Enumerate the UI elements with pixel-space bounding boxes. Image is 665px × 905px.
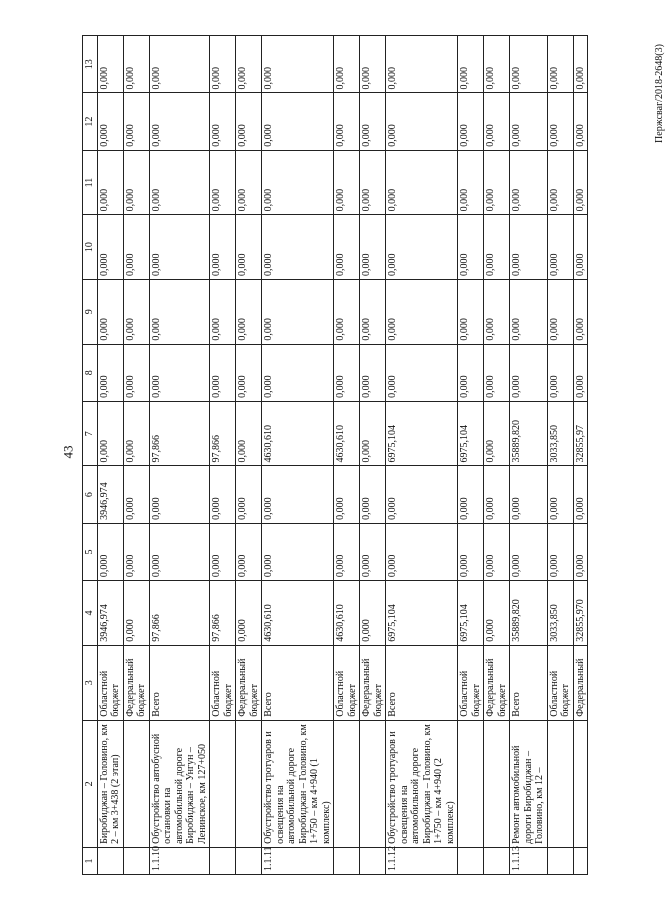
amount-cell: 0,000	[123, 93, 149, 150]
amount-cell: 0,000	[360, 466, 386, 523]
object-name-cell	[360, 720, 386, 847]
amount-cell: 0,000	[123, 466, 149, 523]
amount-cell: 0,000	[262, 36, 334, 93]
amount-cell: 0,000	[210, 344, 236, 401]
amount-cell: 0,000	[236, 215, 262, 280]
amount-cell: 0,000	[236, 279, 262, 344]
amount-cell: 0,000	[458, 36, 484, 93]
amount-cell: 0,000	[573, 150, 588, 215]
amount-cell: 0,000	[123, 401, 149, 466]
amount-cell: 0,000	[484, 523, 510, 580]
row-number-cell	[334, 847, 360, 874]
amount-cell: 0,000	[547, 279, 573, 344]
amount-cell: 0,000	[484, 150, 510, 215]
amount-cell: 35889,820	[510, 401, 548, 466]
table-row	[97, 36, 123, 875]
amount-cell: 0,000	[149, 215, 210, 280]
amount-cell: 0,000	[262, 279, 334, 344]
table-row	[386, 36, 458, 875]
amount-cell: 0,000	[360, 279, 386, 344]
amount-cell: 0,000	[149, 150, 210, 215]
row-number-cell	[123, 847, 149, 874]
funding-source-cell: Всего	[262, 645, 334, 720]
amount-cell: 4630,610	[334, 401, 360, 466]
amount-cell: 35889,820	[510, 581, 548, 646]
amount-cell: 0,000	[386, 466, 458, 523]
funding-source-cell: Федеральный бюджет	[236, 645, 262, 720]
amount-cell: 0,000	[123, 344, 149, 401]
amount-cell: 0,000	[149, 344, 210, 401]
amount-cell: 0,000	[510, 93, 548, 150]
amount-cell: 0,000	[484, 215, 510, 280]
amount-cell: 0,000	[573, 523, 588, 580]
amount-cell: 0,000	[360, 215, 386, 280]
amount-cell: 0,000	[547, 344, 573, 401]
amount-cell: 6975,104	[386, 581, 458, 646]
amount-cell: 0,000	[484, 466, 510, 523]
object-name-cell	[484, 720, 510, 847]
funding-source-cell: Федеральный	[573, 645, 588, 720]
amount-cell: 0,000	[123, 215, 149, 280]
object-name-cell: Биробиджан – Головино, км 2 – км 3+438 (2 этап)	[97, 720, 123, 847]
amount-cell: 0,000	[334, 466, 360, 523]
row-number-cell: 1.1.11	[262, 847, 334, 874]
amount-cell: 6975,104	[458, 401, 484, 466]
amount-cell: 0,000	[484, 401, 510, 466]
amount-cell: 0,000	[458, 215, 484, 280]
amount-cell: 0,000	[386, 150, 458, 215]
row-number-cell	[360, 847, 386, 874]
amount-cell: 0,000	[97, 36, 123, 93]
row-number-cell: 1.1.13	[510, 847, 548, 874]
amount-cell: 3033,850	[547, 581, 573, 646]
amount-cell: 97,866	[149, 401, 210, 466]
amount-cell: 0,000	[484, 344, 510, 401]
amount-cell: 0,000	[123, 279, 149, 344]
row-number-cell	[97, 847, 123, 874]
amount-cell: 0,000	[97, 344, 123, 401]
amount-cell: 0,000	[360, 401, 386, 466]
row-number-cell	[573, 847, 588, 874]
amount-cell: 0,000	[386, 279, 458, 344]
amount-cell: 0,000	[484, 279, 510, 344]
rotated-table-container	[82, 35, 602, 875]
amount-cell: 0,000	[510, 150, 548, 215]
amount-cell: 0,000	[97, 279, 123, 344]
amount-cell: 0,000	[236, 401, 262, 466]
amount-cell: 0,000	[210, 150, 236, 215]
amount-cell: 0,000	[334, 93, 360, 150]
amount-cell: 0,000	[360, 150, 386, 215]
amount-cell: 0,000	[236, 36, 262, 93]
table-row	[210, 36, 236, 875]
amount-cell: 4630,610	[334, 581, 360, 646]
amount-cell: 0,000	[573, 215, 588, 280]
amount-cell: 0,000	[149, 466, 210, 523]
table-row	[573, 36, 588, 875]
object-name-cell	[458, 720, 484, 847]
table-row	[547, 36, 573, 875]
amount-cell: 0,000	[262, 150, 334, 215]
amount-cell: 0,000	[484, 93, 510, 150]
amount-cell: 0,000	[210, 93, 236, 150]
amount-cell: 3946,974	[97, 581, 123, 646]
amount-cell: 0,000	[510, 344, 548, 401]
amount-cell: 0,000	[573, 36, 588, 93]
object-name-cell	[236, 720, 262, 847]
amount-cell: 0,000	[236, 93, 262, 150]
amount-cell: 0,000	[149, 93, 210, 150]
amount-cell: 0,000	[573, 93, 588, 150]
amount-cell: 0,000	[210, 215, 236, 280]
amount-cell: 0,000	[210, 279, 236, 344]
object-name-cell	[547, 720, 573, 847]
amount-cell: 0,000	[236, 344, 262, 401]
amount-cell: 0,000	[97, 215, 123, 280]
header-cell: 6	[83, 466, 98, 523]
amount-cell: 0,000	[510, 466, 548, 523]
table-row	[149, 36, 210, 875]
object-name-cell	[573, 720, 588, 847]
amount-cell: 0,000	[547, 93, 573, 150]
amount-cell: 0,000	[97, 93, 123, 150]
amount-cell: 0,000	[547, 215, 573, 280]
amount-cell: 0,000	[510, 36, 548, 93]
header-cell: 8	[83, 344, 98, 401]
page-number: 43	[60, 445, 76, 459]
funding-source-cell: Всего	[149, 645, 210, 720]
amount-cell: 0,000	[210, 466, 236, 523]
amount-cell: 0,000	[386, 215, 458, 280]
object-name-cell: Ремонт автомобильной дороги Биробиджан – Головино, км 12 –	[510, 720, 548, 847]
header-cell: 12	[83, 93, 98, 150]
table-row	[360, 36, 386, 875]
amount-cell: 0,000	[360, 36, 386, 93]
amount-cell: 0,000	[510, 215, 548, 280]
amount-cell: 0,000	[123, 523, 149, 580]
amount-cell: 0,000	[210, 36, 236, 93]
row-number-cell	[236, 847, 262, 874]
amount-cell: 0,000	[547, 523, 573, 580]
funding-source-cell: Областной бюджет	[547, 645, 573, 720]
amount-cell: 0,000	[458, 150, 484, 215]
amount-cell: 3033,850	[547, 401, 573, 466]
amount-cell: 4630,610	[262, 401, 334, 466]
amount-cell: 0,000	[573, 466, 588, 523]
header-cell: 10	[83, 215, 98, 280]
row-number-cell: 1.1.12	[386, 847, 458, 874]
object-name-cell	[123, 720, 149, 847]
amount-cell: 32855,970	[573, 581, 588, 646]
amount-cell: 0,000	[262, 523, 334, 580]
object-name-cell: Обустройство автобусной остановки на автомобильной дороге Биробиджан – Унгун – Ленинское, км 127+050	[149, 720, 210, 847]
amount-cell: 0,000	[334, 523, 360, 580]
amount-cell: 0,000	[262, 344, 334, 401]
amount-cell: 6975,104	[386, 401, 458, 466]
amount-cell: 0,000	[97, 523, 123, 580]
header-cell: 13	[83, 36, 98, 93]
table-row	[236, 36, 262, 875]
header-cell: 1	[83, 847, 98, 874]
row-number-cell	[484, 847, 510, 874]
document-footer-code: Пеpжcваг/2018-2648(3)	[653, 44, 665, 143]
table-row	[458, 36, 484, 875]
amount-cell: 0,000	[334, 279, 360, 344]
amount-cell: 0,000	[360, 344, 386, 401]
amount-cell: 0,000	[573, 344, 588, 401]
header-cell: 3	[83, 645, 98, 720]
amount-cell: 0,000	[123, 150, 149, 215]
amount-cell: 0,000	[149, 523, 210, 580]
amount-cell: 0,000	[149, 36, 210, 93]
amount-cell: 97,866	[210, 401, 236, 466]
table-row	[510, 36, 548, 875]
amount-cell: 0,000	[458, 466, 484, 523]
amount-cell: 0,000	[484, 36, 510, 93]
funding-source-cell: Областной бюджет	[97, 645, 123, 720]
amount-cell: 4630,610	[262, 581, 334, 646]
amount-cell: 0,000	[262, 466, 334, 523]
amount-cell: 0,000	[386, 93, 458, 150]
object-name-cell	[210, 720, 236, 847]
amount-cell: 0,000	[236, 466, 262, 523]
amount-cell: 0,000	[149, 279, 210, 344]
amount-cell: 0,000	[386, 36, 458, 93]
table-header-row	[83, 36, 98, 875]
amount-cell: 0,000	[360, 581, 386, 646]
amount-cell: 0,000	[510, 279, 548, 344]
funding-source-cell: Областной бюджет	[334, 645, 360, 720]
amount-cell: 0,000	[97, 401, 123, 466]
row-number-cell	[458, 847, 484, 874]
header-cell: 7	[83, 401, 98, 466]
amount-cell: 0,000	[236, 581, 262, 646]
amount-cell: 0,000	[360, 93, 386, 150]
table-row	[123, 36, 149, 875]
amount-cell: 0,000	[334, 215, 360, 280]
amount-cell: 0,000	[386, 523, 458, 580]
object-name-cell: Обустройство тротуаров и освещения на автомобильной дороге Биробиджан – Головино, км 1+750 – км 4+940 (1 комплекс)	[262, 720, 334, 847]
amount-cell: 0,000	[458, 344, 484, 401]
amount-cell: 32855,97	[573, 401, 588, 466]
object-name-cell	[334, 720, 360, 847]
object-name-cell: Обустройство тротуаров и освещения на автомобильной дороге Биробиджан – Головино, км 1+750 – км 4+940 (2 комплекс)	[386, 720, 458, 847]
amount-cell: 0,000	[262, 215, 334, 280]
amount-cell: 0,000	[236, 523, 262, 580]
table-row	[484, 36, 510, 875]
amount-cell: 0,000	[334, 150, 360, 215]
row-number-cell: 1.1.10	[149, 847, 210, 874]
funding-source-cell: Федеральный бюджет	[123, 645, 149, 720]
amount-cell: 97,866	[149, 581, 210, 646]
table-row	[334, 36, 360, 875]
funding-source-cell: Областной бюджет	[458, 645, 484, 720]
funding-source-cell: Всего	[386, 645, 458, 720]
amount-cell: 0,000	[386, 344, 458, 401]
header-cell: 5	[83, 523, 98, 580]
amount-cell: 0,000	[236, 150, 262, 215]
row-number-cell	[547, 847, 573, 874]
header-cell: 11	[83, 150, 98, 215]
funding-source-cell: Всего	[510, 645, 548, 720]
amount-cell: 0,000	[547, 150, 573, 215]
amount-cell: 0,000	[573, 279, 588, 344]
amount-cell: 0,000	[458, 523, 484, 580]
amount-cell: 0,000	[547, 466, 573, 523]
funding-source-cell: Областной бюджет	[210, 645, 236, 720]
amount-cell: 0,000	[123, 581, 149, 646]
amount-cell: 0,000	[334, 344, 360, 401]
funding-source-cell: Федеральный бюджет	[360, 645, 386, 720]
amount-cell: 0,000	[547, 36, 573, 93]
amount-cell: 0,000	[484, 581, 510, 646]
amount-cell: 0,000	[510, 523, 548, 580]
row-number-cell	[210, 847, 236, 874]
budget-table	[82, 35, 588, 875]
header-cell: 9	[83, 279, 98, 344]
amount-cell: 6975,104	[458, 581, 484, 646]
amount-cell: 0,000	[210, 523, 236, 580]
table-row	[262, 36, 334, 875]
header-cell: 4	[83, 581, 98, 646]
amount-cell: 0,000	[123, 36, 149, 93]
amount-cell: 0,000	[360, 523, 386, 580]
amount-cell: 0,000	[97, 150, 123, 215]
amount-cell: 0,000	[458, 279, 484, 344]
amount-cell: 0,000	[334, 36, 360, 93]
amount-cell: 0,000	[458, 93, 484, 150]
funding-source-cell: Федеральный бюджет	[484, 645, 510, 720]
amount-cell: 97,866	[210, 581, 236, 646]
amount-cell: 3946,974	[97, 466, 123, 523]
header-cell: 2	[83, 720, 98, 847]
amount-cell: 0,000	[262, 93, 334, 150]
